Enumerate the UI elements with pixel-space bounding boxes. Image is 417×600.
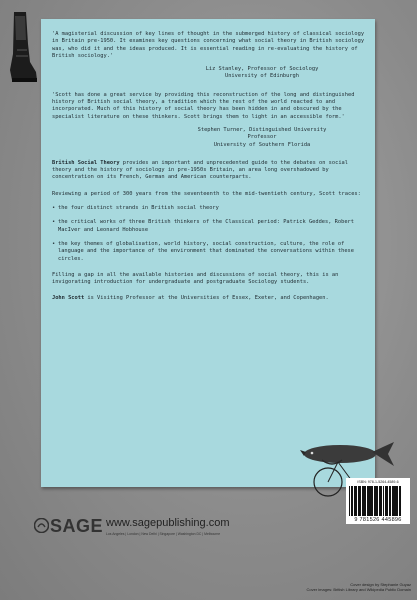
publisher-cities: Los Angeles | London | New Delhi | Singapore | Washington DC | Melbourne xyxy=(106,532,221,536)
book-description-rest: provides an important and unprecedented guide to the debates on social theory and the history of sociology in pre-1950s Britain, an area long overshadowed by concentration on its French, German and American counterparts. xyxy=(52,159,348,181)
review-quote-2-text: 'Scott has done a great service by providing this reconstruction of the long and distinguished history of British social theory, a tradition which the rest of the world reacted to and incorporated. Much of this history of social theory has been hidden in and obscured by the specialist literature on these thinkers. Scott brings them to light in an accessible form.' xyxy=(52,91,355,120)
author-bio xyxy=(52,295,365,302)
barcode xyxy=(346,478,410,524)
barcode-bars xyxy=(349,486,407,516)
publisher-url[interactable]: www.sagepublishing.com xyxy=(106,517,230,529)
review-quote-1-text: 'A magisterial discussion of key lines of thought in the submerged history of classical sociology in Britain pre-1950. It examines key questions concerning what social theory in British sociology was, who did it and the ideas produced. It is essential reading in re-evaluating the history of British sociology.' xyxy=(52,31,365,59)
boot-illustration xyxy=(4,10,38,86)
review-quote-2-author: Stephen Turner, Distinguished University Professor xyxy=(197,126,327,141)
review-quote-2-attribution xyxy=(52,127,337,149)
review-quote-1-attribution xyxy=(52,66,337,81)
topics-list xyxy=(52,205,365,263)
book-title-bold: British Social Theory xyxy=(52,159,120,166)
review-quote-2-affiliation: University of Southern Florida xyxy=(213,141,311,148)
closing-paragraph: Filling a gap in all the available histories and discussions of social theory, this is an invigorating introduction for undergraduate and postgraduate Sociology students. xyxy=(52,271,339,286)
publisher-block xyxy=(34,516,274,542)
review-quote-1-author: Liz Stanley, Professor of Sociology xyxy=(205,66,319,73)
cover-design-credit: Cover design by Stephanie Guyaz xyxy=(350,582,411,587)
cover-images-credit: Cover images: British Library and Wikipedia Public Domain xyxy=(306,587,411,592)
review-quote-1 xyxy=(52,31,365,81)
author-bio-rest: is Visiting Professor at the Universities of Essex, Exeter, and Copenhagen. xyxy=(84,295,329,302)
list-item: • the key themes of globalisation, world history, social construction, culture, the role of language and the importance of the environment that dominated the conversations within these circles. xyxy=(52,241,365,263)
sage-logo-mark xyxy=(34,518,49,533)
review-lead: Reviewing a period of 300 years from the seventeenth to the mid-twentieth century, Scott traces: xyxy=(52,190,361,197)
review-quote-2 xyxy=(52,92,365,149)
review-quote-1-affiliation: University of Edinburgh xyxy=(225,73,299,80)
publisher-logo-text: SAGE xyxy=(50,516,104,536)
barcode-bar xyxy=(400,486,401,516)
list-item: • the critical works of three British thinkers of the Classical period: Patrick Geddes, Robert MacIver and Leonard Hobhouse xyxy=(52,219,365,234)
cover-credits xyxy=(307,582,412,592)
author-name-bold: John Scott xyxy=(52,295,85,302)
book-description xyxy=(52,160,365,182)
back-cover-text-card xyxy=(41,19,375,487)
list-item: • the four distinct strands in British social theory xyxy=(52,205,365,212)
isbn-label: ISBN: 978-1-5264-4589-6 xyxy=(357,480,399,484)
barcode-number: 9 781526 445896 xyxy=(354,517,402,523)
publisher-logo xyxy=(34,516,102,538)
